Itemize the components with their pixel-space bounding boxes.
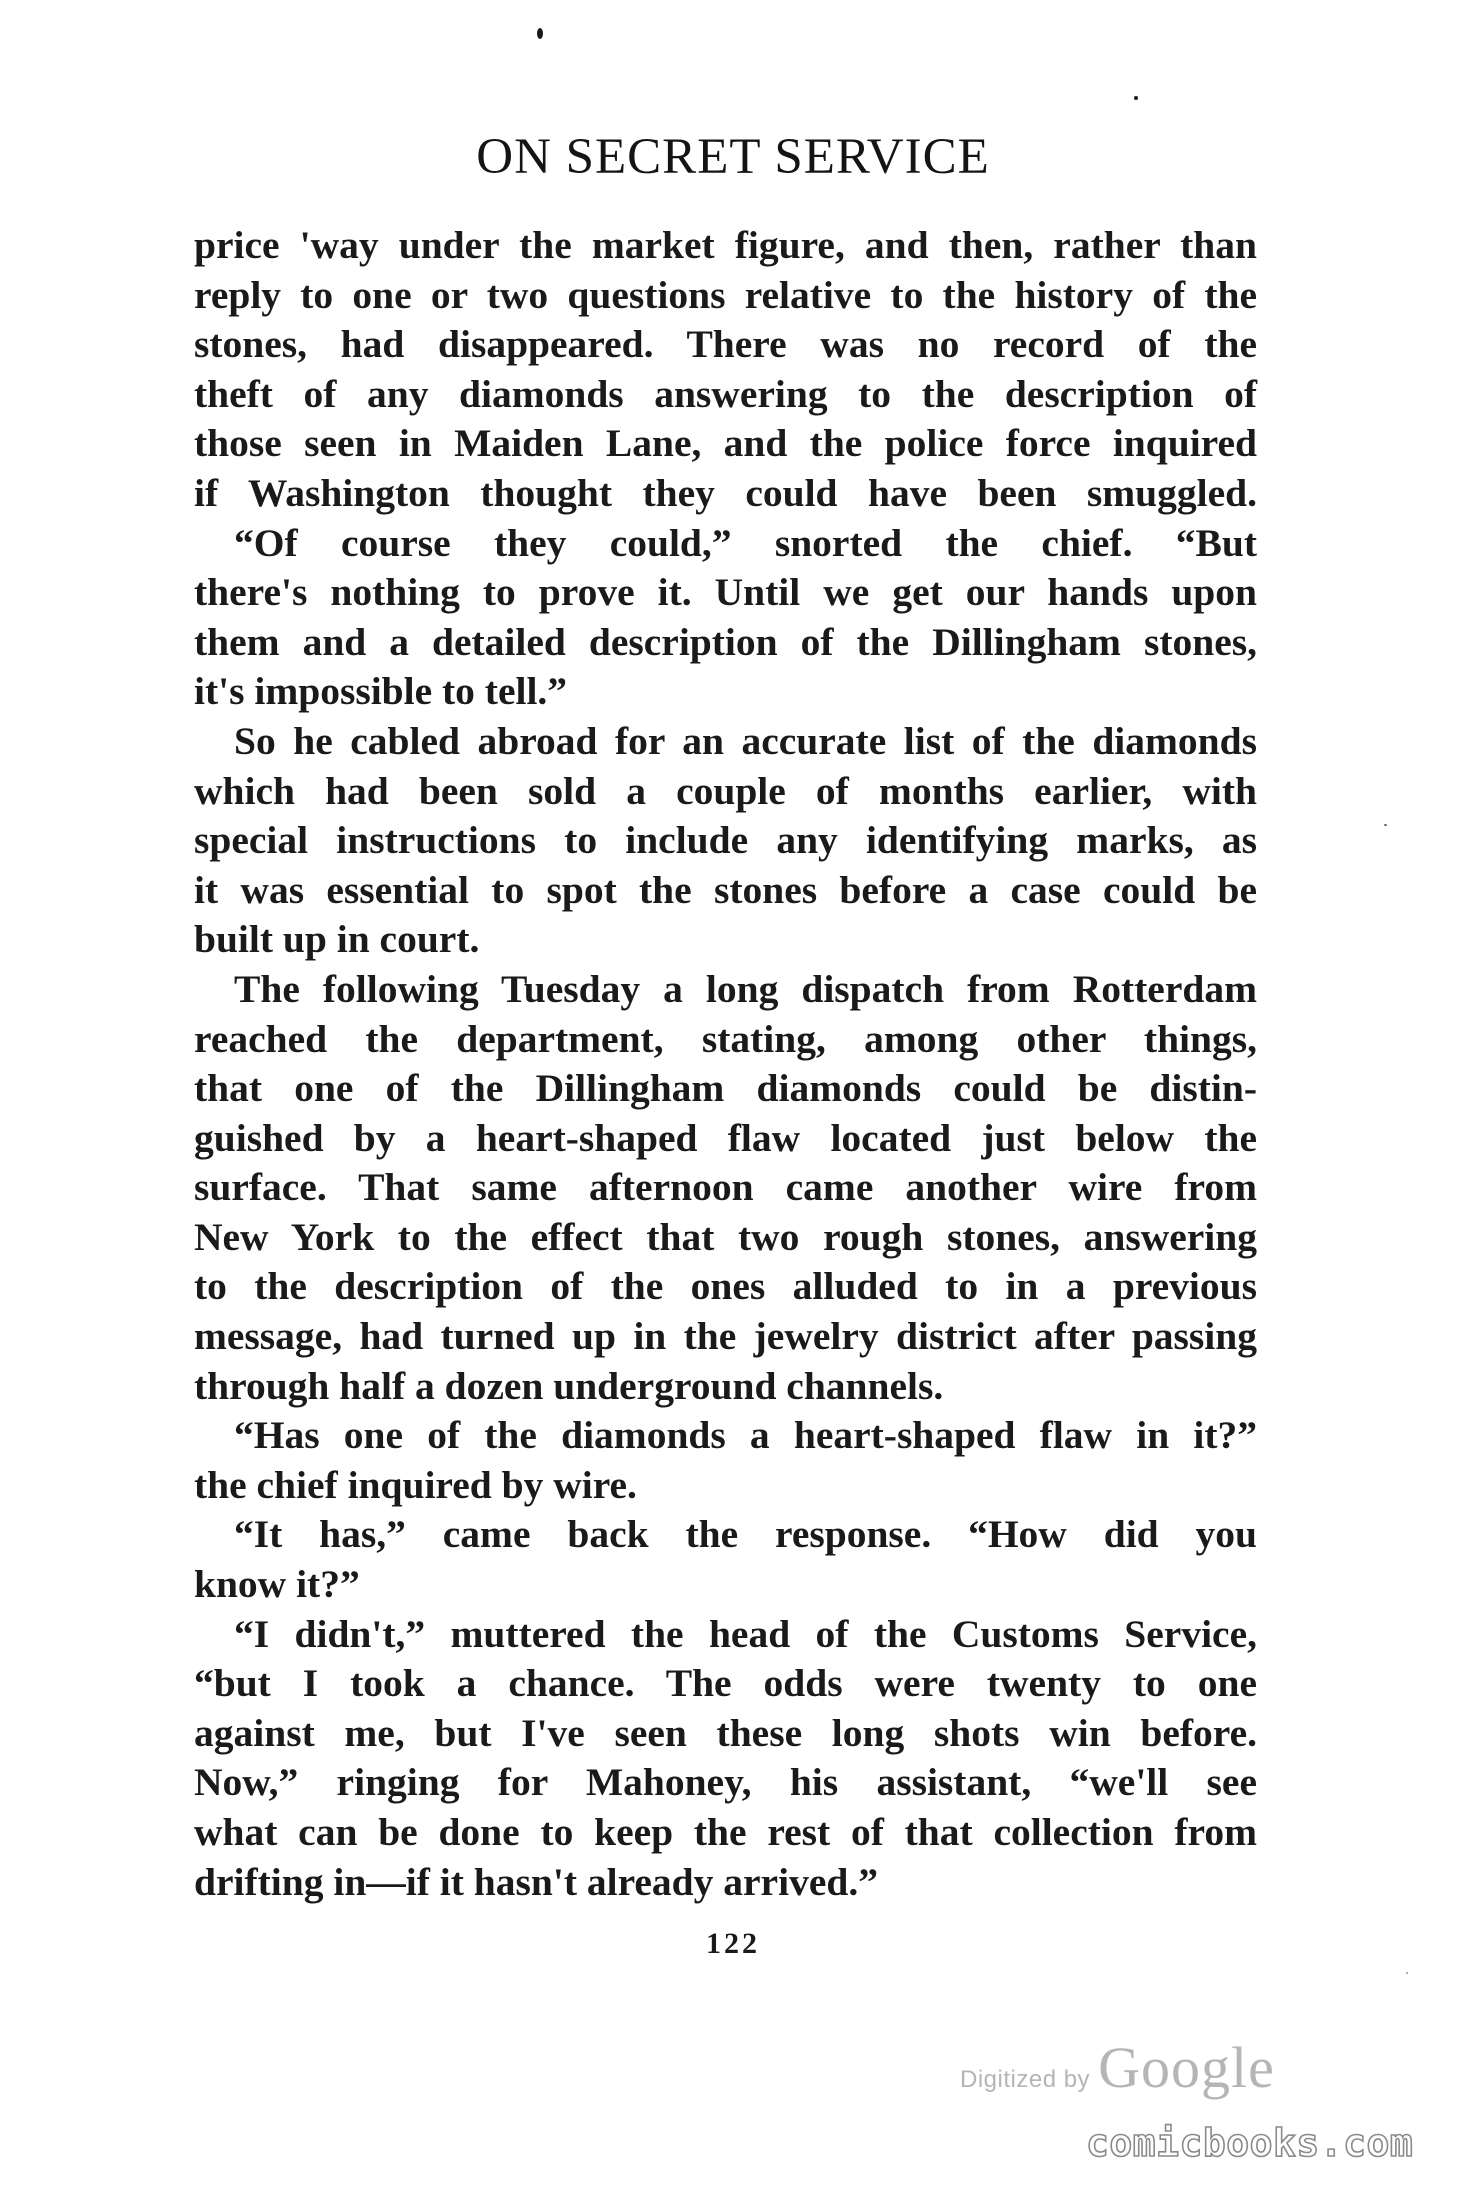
- text-line: to the description of the ones alluded to in a previous: [194, 1264, 1257, 1309]
- text-line: message, had turned up in the jewelry district after passing: [194, 1314, 1257, 1359]
- text-line: it was essential to spot the stones before a case could be: [194, 867, 1257, 912]
- text-line: stones, had disappeared. There was no record of the: [194, 322, 1257, 367]
- text-line: surface. That same afternoon came another wire from: [194, 1165, 1257, 1210]
- text-line: drifting in—if it hasn't already arrived.”: [194, 1859, 878, 1904]
- text-line: know it?”: [194, 1562, 360, 1607]
- text-line: them and a detailed description of the Dillingham stones,: [194, 619, 1257, 664]
- page-number: 122: [706, 1927, 760, 1960]
- text-line: it's impossible to tell.”: [194, 669, 568, 714]
- text-line: the chief inquired by wire.: [194, 1462, 637, 1507]
- text-line: if Washington thought they could have been smuggled.: [194, 470, 1257, 515]
- text-line: what can be done to keep the rest of that collection from: [194, 1810, 1257, 1854]
- text-line: The following Tuesday a long dispatch from Rotterdam: [234, 966, 1257, 1011]
- text-line: So he cabled abroad for an accurate list of the diamonds: [234, 718, 1257, 763]
- text-line: New York to the effect that two rough stones, answering: [194, 1214, 1257, 1259]
- text-line: theft of any diamonds answering to the description of: [194, 371, 1257, 416]
- ink-speck: [1384, 824, 1387, 826]
- running-head: ON SECRET SERVICE: [476, 129, 990, 185]
- digitized-by-label: Digitized by: [960, 2066, 1091, 2093]
- text-line: price 'way under the market figure, and then, rather than: [194, 223, 1257, 267]
- text-line: special instructions to include any identifying marks, as: [194, 818, 1257, 863]
- text-line: “It has,” came back the response. “How did you: [234, 1512, 1257, 1557]
- text-line: which had been sold a couple of months earlier, with: [194, 768, 1257, 813]
- text-line: “I didn't,” muttered the head of the Customs Service,: [234, 1611, 1257, 1656]
- watermark: comicbooks.com: [1086, 2121, 1414, 2165]
- google-wordmark: Google: [1098, 2035, 1275, 2100]
- ink-speck: [537, 28, 543, 39]
- text-line: “Of course they could,” snorted the chief. “But: [234, 520, 1257, 565]
- digitized-by-google-mark: [960, 2034, 1275, 2101]
- body-text: [194, 221, 1257, 1907]
- text-line: Now,” ringing for Mahoney, his assistant, “we'll see: [194, 1760, 1257, 1805]
- text-line: guished by a heart-shaped flaw located just below the: [194, 1115, 1257, 1160]
- text-line: those seen in Maiden Lane, and the police force inquired: [194, 421, 1257, 466]
- text-line: there's nothing to prove it. Until we get our hands upon: [194, 570, 1257, 615]
- text-line: through half a dozen underground channels.: [194, 1363, 944, 1408]
- ink-speck: [1406, 1972, 1408, 1974]
- ink-speck: [1134, 96, 1138, 100]
- text-line: “Has one of the diamonds a heart-shaped flaw in it?”: [234, 1413, 1257, 1458]
- text-line: against me, but I've seen these long shots win before.: [194, 1710, 1257, 1755]
- text-line: that one of the Dillingham diamonds could be distin-: [194, 1066, 1257, 1111]
- text-line: “but I took a chance. The odds were twenty to one: [194, 1661, 1257, 1706]
- text-line: reply to one or two questions relative to the history of the: [194, 272, 1257, 317]
- text-line: built up in court.: [194, 917, 480, 962]
- text-line: reached the department, stating, among other things,: [194, 1016, 1257, 1061]
